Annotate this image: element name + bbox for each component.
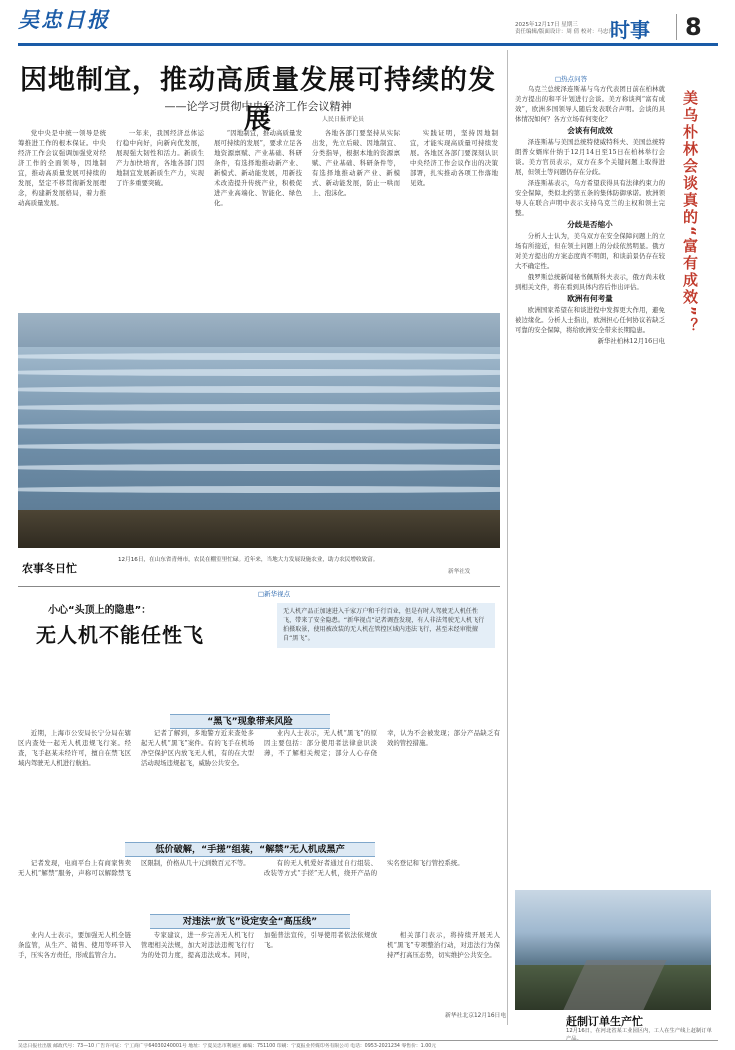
paragraph: 各地各部门要坚持从实际出发，先立后破、因地制宜、分类指导，根据本地的资源禀赋、产业基础、科研条件等，有选择地推动新产业、新模式、新动能发展，防止一哄而上、泡沫化。 (312, 129, 400, 197)
paragraph: 俄罗斯总统新闻秘书佩斯科夫表示，俄方尚未收到相关文件，将在看到具体内容后作出评估。 (515, 273, 665, 291)
paragraph: 记者发现，电商平台上有商家售卖无人机“解禁”服务，声称可以解除禁飞区限制，价格从几十元到数百元不等。 (18, 859, 250, 877)
uav-credit: 新华社北京12月16日电 (445, 1013, 507, 1019)
photo-credit: 新华社发 (448, 569, 471, 575)
page-footer: 吴忠日报社出版 邮政代号：73—10 广告许可证：宁工商广字64030240001号 地址：宁夏吴忠市利通区 邮编：751100 印刷：宁夏报业传媒印务有限公司 电话：0953-2021234 零售价：1.00元 (18, 1040, 718, 1049)
photo-br-title: 赶制订单生产忙 (566, 1015, 643, 1028)
paragraph: 泽连斯基与美国总统特使威特科夫、美国总统特朗普女婿库什纳于12月14日至15日在柏林举行会谈。美方官员表示，双方在多个关键问题上取得进展，但领土等问题仍存在分歧。 (515, 138, 665, 176)
issue-info (515, 22, 615, 36)
right-headline: 美乌朴林会谈真的“富有成效”？ (681, 90, 699, 335)
main-headline: 因地制宜，推动高质量发展可持续的发展 (20, 65, 496, 135)
uav-subhead-3: 对违法“放飞”设定安全“高压线” (150, 914, 350, 929)
uav-subhead-1: “黑飞”现象带来风险 (170, 714, 330, 729)
paragraph: 实践证明，坚持因地制宜，才能实现高质量可持续发展。各地区各部门要深刻认识中央经济工作会议作出的决策部署，扎实推动各项工作落地见效。 (410, 129, 498, 187)
main-author: 人民日报评论员 (322, 116, 365, 123)
uav-headline: 无人机不能任性飞 (36, 623, 204, 647)
paragraph: 专家建议，进一步完善无人机飞行管理相关法规，加大对违法违规飞行行为的处罚力度，提高违法成本。同时，加强普法宣传，引导使用者依法依规放飞。 (141, 931, 377, 959)
paragraph: 有的无人机爱好者通过自行组装、改装等方式“手搓”无人机，绕开产品的实名登记和飞行管控系统。 (264, 859, 464, 877)
right-credit: 新华社柏林12月16日电 (597, 337, 665, 345)
issue-date: 2025年12月17日 星期三 (515, 22, 578, 28)
paragraph: 近期，上海市公安局长宁分局在辖区内查处一起无人机违规飞行案。经查，飞手赵某未经许可，擅自在禁飞区域内驾驶无人机进行航拍。 (18, 729, 131, 767)
uav-kicker: 小心“头顶上的隐患”： (48, 605, 152, 616)
issue-editors: 责任编辑/版面设计：周 倩 校对：马忠萍 (515, 29, 614, 35)
paragraph: 乌克兰总统泽连斯基与乌方代表团日前在柏林就美方提出的和平计划进行会谈。美方称谈判“富有成效”，欧洲多国领导人随后发表联合声明。会谈的具体情况如何？各方立场有何变化？ (515, 85, 665, 123)
paragraph: 党中央是中统一领导是统筹推进工作的根本保证。中央经济工作会议强调加强党对经济工作的全面领导，因地制宜，推动高质量发展可持续的发展，坚定不移贯彻新发展理念，构建新发展格局，着力推动高质量发展。 (18, 129, 106, 207)
section-title: 时事 (610, 18, 650, 42)
photo-label: 农事冬日忙 (22, 562, 77, 575)
paragraph: 分析人士认为，美乌双方在安全保障问题上的立场有所接近，但在领土问题上的分歧依然明显。俄方对美方提出的方案态度尚不明朗，和谈前景仍存在较大不确定性。 (515, 232, 665, 270)
paragraph: 业内人士表示，要加强无人机全链条监管，从生产、销售、使用等环节入手，压实各方责任，形成监管合力。 (18, 931, 131, 959)
main-article-body (18, 128, 498, 313)
paragraph: 欧洲国家希望在和谈进程中发挥更大作用，避免被边缘化。分析人士指出，欧洲担心任何协议若缺乏可靠的安全保障，将给欧洲安全带来长期隐患。 (515, 306, 665, 334)
newspaper-logo: 吴忠日报 (18, 7, 110, 32)
paragraph: 业内人士表示，无人机“黑飞”的原因主要包括：部分使用者法律意识淡薄，不了解相关规定；部分人心存侥幸，认为不会被发现；部分产品缺乏有效的管控措施。 (264, 729, 500, 757)
uav-section-1-body (18, 728, 500, 838)
uav-section-2-body (18, 858, 500, 910)
page-number: 8 (676, 14, 702, 40)
column-tag: □新华视点 (258, 590, 291, 598)
paragraph: 相关部门表示，将持续开展无人机“黑飞”专项整治行动，对违法行为保持严打高压态势，切实维护公共安全。 (387, 931, 500, 959)
column-divider (507, 50, 508, 1025)
right-subhead-3: 欧洲有何考量 (567, 294, 613, 303)
paragraph: “因地制宜，推动高质量发展可持续的发展”，要求立足各地资源禀赋、产业基础、科研条件，有选择地推动新产业、新模式、新动能发展，用新技术改造提升传统产业，积极促进产业高端化、智能化、绿色化。 (214, 129, 302, 207)
section-divider (18, 586, 500, 587)
right-article-body (515, 84, 665, 874)
uav-lead-box: 无人机产品正加速进入千家万户和千行百业，但是有时人驾驶无人机任性飞，带来了安全隐患。“新华视点”记者调查发现，有人非法驾驶无人机飞行拍摄取景，使用被改装的无人机在管控区域内违法飞行，甚至未经审批擅自“黑飞”。 (277, 603, 495, 648)
uav-subhead-2: 低价破解，“手搓”组装，“解禁”无人机成黑产 (125, 842, 375, 857)
paragraph: 泽连斯基表示，乌方希望获得具有法律约束力的安全保障，类似北约第五条的集体防御承诺。欧洲领导人在联合声明中表示支持乌克兰的主权和领土完整。 (515, 179, 665, 217)
uav-section-3-body (18, 930, 500, 1022)
photo-caption: 12月16日，在山东省青州市，农民在棚室里忙碌。近年来，当地大力发展设施农业，助力农民增收致富。 (118, 557, 379, 563)
paragraph: 一年来，我国经济总体运行稳中向好，向新向优发展，展现强大韧性和活力。新质生产力加快培育，各地各部门因地制宜发展新质生产力，实现了许多重要突破。 (116, 129, 204, 187)
factory-photo (515, 890, 711, 1010)
main-subtitle: ——论学习贯彻中央经济工作会议精神 (164, 100, 352, 113)
masthead-rule (18, 43, 718, 46)
right-subhead-2: 分歧是否缩小 (567, 220, 613, 229)
right-column-tag: □热点问答 (555, 75, 588, 83)
photo-br-caption: 12月16日，在河北省某工业园区内，工人在生产线上赶制订单产品。 (566, 1028, 712, 1042)
paragraph: 记者了解到，多地警方近来查处多起无人机“黑飞”案件。有的飞手在机场净空保护区内放飞无人机，有的在大型活动现场违规起飞，威胁公共安全。 (141, 729, 254, 767)
right-subhead-1: 会谈有何成效 (567, 126, 613, 135)
greenhouse-photo (18, 313, 500, 548)
masthead (0, 0, 735, 44)
